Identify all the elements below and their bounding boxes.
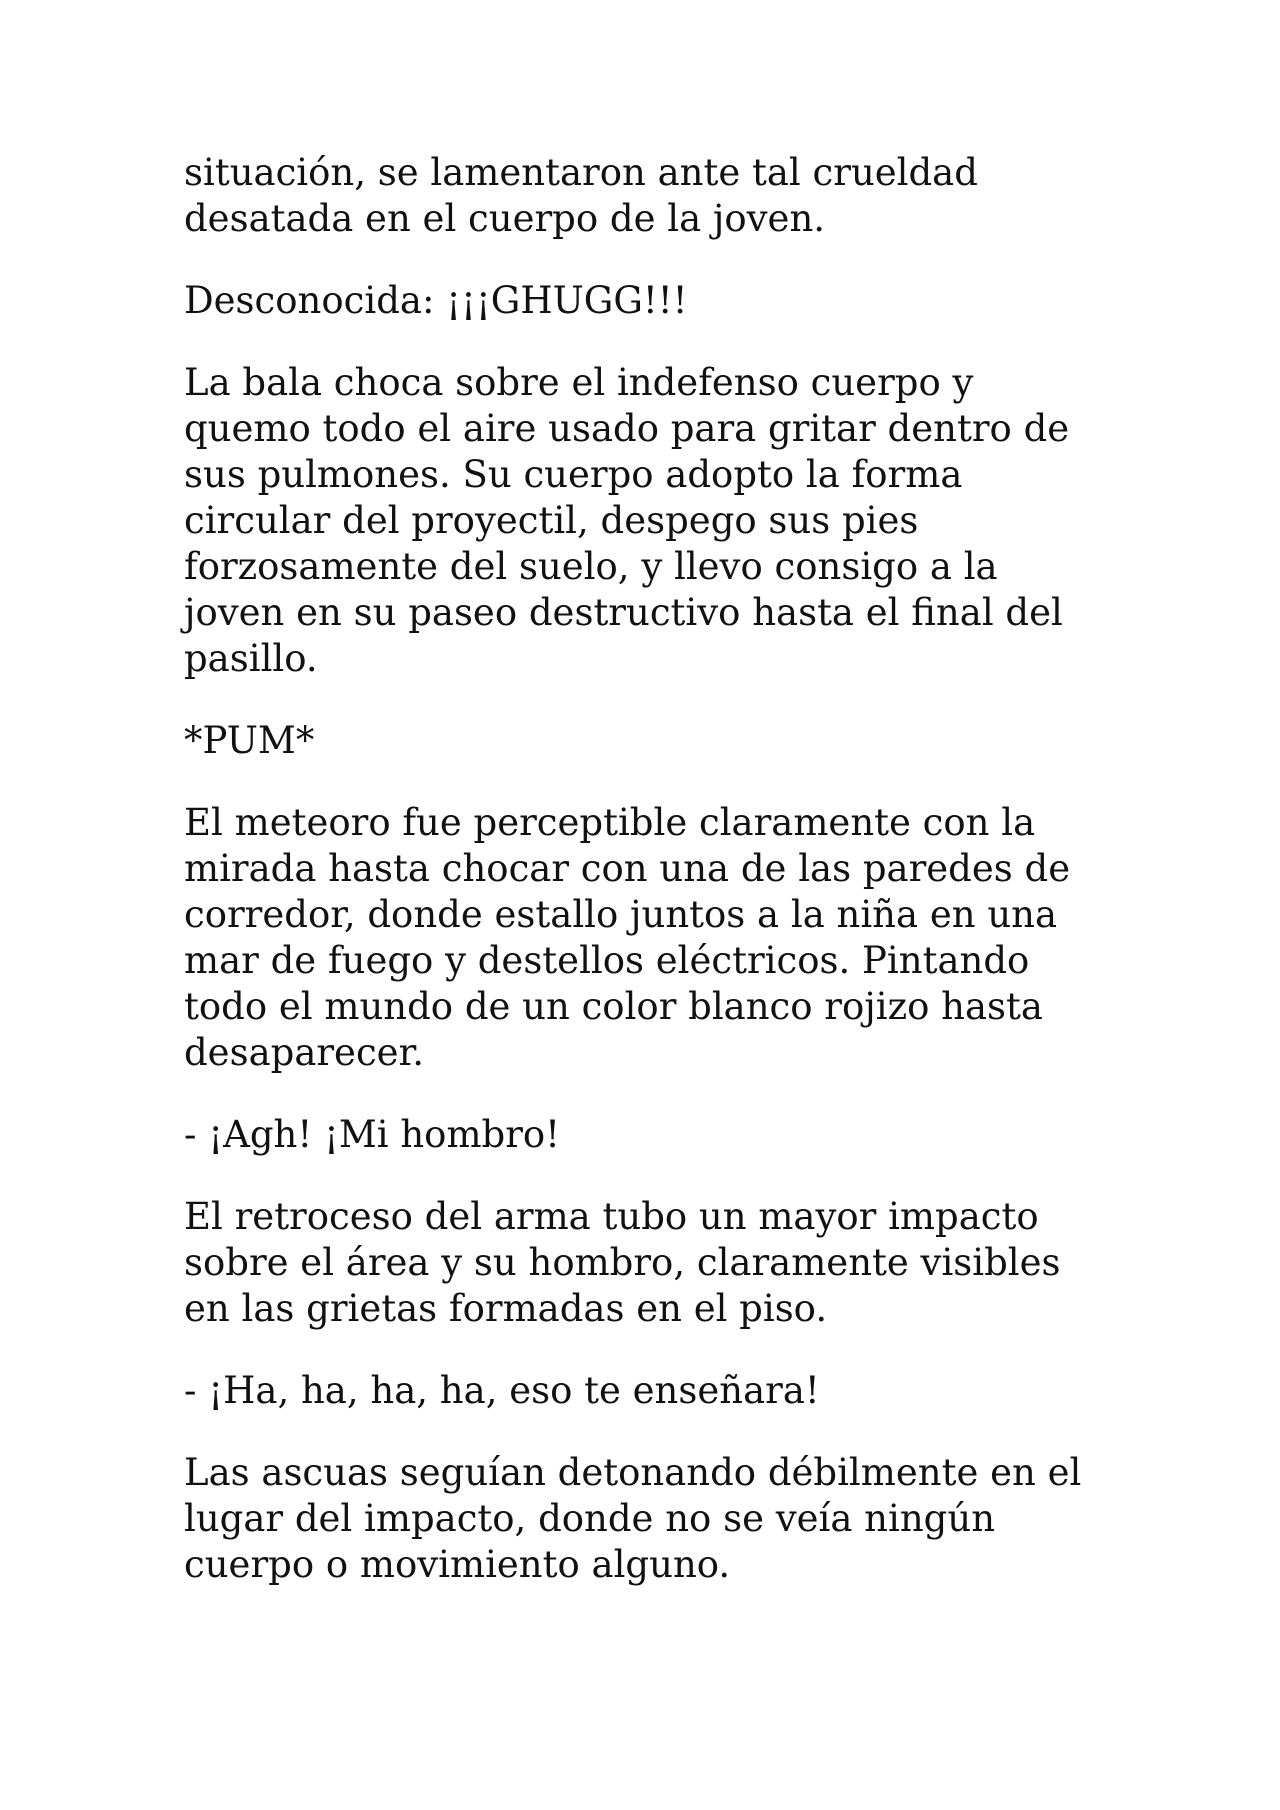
paragraph — [184, 360, 1124, 682]
text-line: lugar del impacto, donde no se veía ningún — [184, 1497, 996, 1540]
paragraph — [184, 1450, 1124, 1588]
text-line: en las grietas formadas en el piso. — [184, 1287, 828, 1330]
text-line: *PUM* — [184, 719, 315, 762]
sound-effect — [184, 718, 1124, 764]
text-line: joven en su paseo destructivo hasta el final del — [184, 591, 1063, 634]
text-line: El meteoro fue perceptible claramente con la — [184, 801, 1036, 844]
text-line: desatada en el cuerpo de la joven. — [184, 197, 826, 240]
paragraph — [184, 1194, 1124, 1332]
text-line: cuerpo o movimiento alguno. — [184, 1543, 731, 1586]
dialogue-line — [184, 1368, 1124, 1414]
text-line: sobre el área y su hombro, claramente visibles — [184, 1241, 1061, 1284]
document-text — [184, 150, 1124, 1624]
text-line: pasillo. — [184, 637, 318, 680]
text-line: La bala choca sobre el indefenso cuerpo y — [184, 361, 974, 404]
text-line: sus pulmones. Su cuerpo adopto la forma — [184, 453, 963, 496]
text-line: mar de fuego y destellos eléctricos. Pintando — [184, 939, 1030, 982]
text-line: forzosamente del suelo, y llevo consigo a la — [184, 545, 998, 588]
text-line: - ¡Ha, ha, ha, ha, eso te enseñara! — [184, 1369, 820, 1412]
text-line: - ¡Agh! ¡Mi hombro! — [184, 1113, 561, 1156]
text-line: Las ascuas seguían detonando débilmente en el — [184, 1451, 1082, 1494]
text-line: situación, se lamentaron ante tal crueldad — [184, 151, 978, 194]
text-line: desaparecer. — [184, 1031, 424, 1074]
paragraph — [184, 800, 1124, 1076]
text-line: mirada hasta chocar con una de las paredes de — [184, 847, 1071, 890]
text-line: circular del proyectil, despego sus pies — [184, 499, 919, 542]
text-line: todo el mundo de un color blanco rojizo hasta — [184, 985, 1043, 1028]
text-line: quemo todo el aire usado para gritar dentro de — [184, 407, 1070, 450]
text-line: Desconocida: ¡¡¡GHUGG!!! — [184, 279, 688, 322]
text-line: corredor, donde estallo juntos a la niña en una — [184, 893, 1058, 936]
paragraph — [184, 150, 1124, 242]
text-line: El retroceso del arma tubo un mayor impacto — [184, 1195, 1039, 1238]
dialogue-line — [184, 278, 1124, 324]
dialogue-line — [184, 1112, 1124, 1158]
